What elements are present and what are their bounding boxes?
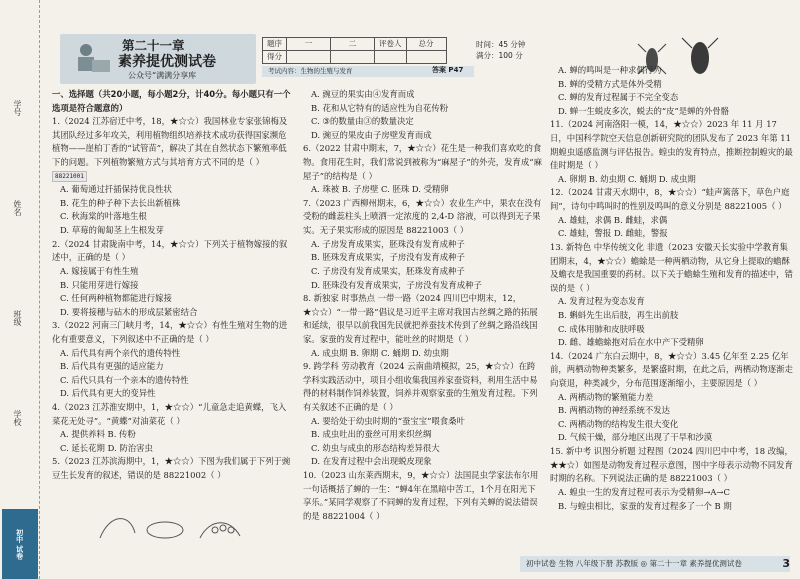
answer-option: A. 发育过程为变态发育 — [558, 296, 645, 307]
page-footer: 初中试卷 生物 八年级下册 苏教版 ◎ 第二十一章 素养提优测试卷 — [520, 556, 790, 572]
column-left — [52, 88, 292, 548]
score-cell[interactable] — [375, 51, 407, 64]
answer-option: A. 珠被 B. 子房壁 C. 胚珠 D. 受精卵 — [311, 184, 449, 195]
score-header: 一 — [287, 38, 331, 51]
answer-option: D. 豌豆的果皮由子房壁发育而成 — [311, 129, 432, 140]
score-cell[interactable] — [287, 51, 331, 64]
question-stem: 8. 新独家 时事热点 一带一路（2024 四川巴中期末，12，★☆☆）“一带一路”倡议是习近平主席对我国古丝绸之路的拓展和延续，很早以前我国先民就把养蚕技术传到了丝绸之路沿线国家。家蚕的发育过程中，能吐丝的时期是（ ） — [303, 293, 538, 344]
question-stem: 4.（2023 江苏淮安期中，1，★☆☆）“儿童急走追黄蝶，飞入菜花无处寻”。“黄蝶”对油菜花（ ） — [52, 402, 287, 426]
test-title: 素养提优测试卷 — [118, 54, 216, 70]
question-stem: 14.（2024 广东白云期中，8，★☆☆）3.45 亿年至 2.25 亿年前，两栖动物种类繁多，是繁盛时期，在此之后，两栖动物逐渐走向衰退，种类减少，分布范围逐渐缩小，主要原因是（ ） — [550, 350, 793, 389]
answer-option: D. 后代具有更大的变异性 — [60, 388, 156, 399]
answer-option: B. 花和从它特有的适应性为自花传粉 — [311, 102, 449, 113]
answer-option: C. 成体用肺和皮肤呼吸 — [558, 323, 645, 334]
margin-label: 学校 — [12, 410, 22, 426]
title-banner — [60, 34, 256, 84]
banner-subtitle: 公众号“满满分享库 — [128, 71, 197, 80]
answer-option: C. ③的数量由③的数量决定 — [311, 116, 414, 127]
question-stem: 2.（2024 甘肃陇南中考，14，★☆☆）下列关于植物嫁接的叙述中，正确的是（ ） — [52, 238, 288, 263]
score-table — [262, 37, 447, 64]
answer-option: D. 要将接穗与砧木的形成层紧密结合 — [60, 306, 198, 317]
margin-label: 班级 — [12, 310, 22, 326]
question-stem: 7.（2023 广西柳州期末，6，★☆☆）农业生产中，果农在没有受粉的雌蕊柱头上喷洒一定浓度的 2,4-D 溶液，可以得到无子果实。无子果实形成的原因是 88221003（ ） — [303, 197, 542, 236]
question-stem: 3.（2022 河南三门峡月考，14，★☆☆）有性生殖对生物的进化有重要意义，下列叙述中不正确的是（ ） — [52, 320, 288, 344]
pea-development-figure-icon — [90, 508, 260, 548]
answer-option: C. 雄蛙，警报 D. 雌蛙，警报 — [558, 228, 668, 239]
answer-option: A. 蝗虫一生的发育过程可表示为受精卵→A→C — [558, 486, 730, 497]
answer-option: A. 后代具有两个亲代的遗传特性 — [60, 347, 181, 358]
exam-meta — [476, 40, 525, 61]
score-header: 二 — [331, 38, 375, 51]
exam-content-stripe: 考试内容：生物的生殖与发育 — [262, 66, 474, 77]
answer-option: B. 后代具有更强的适应能力 — [60, 361, 164, 372]
question-stem: 1.（2024 江苏宿迁中考，18，★☆☆）我国林业专家张锦梅及其团队经过多年攻关，利用植物组织培养技术成功获得国家濒危植物——崖柏丁香的“试管苗”，解决了其在自然状态下繁殖率低下的问题。下列植物繁殖方式与其培育方式不同的是（ ） — [52, 116, 288, 168]
answer-option: C. 延长花期 D. 防治害虫 — [60, 442, 153, 453]
chapter-title: 第二十一章 — [122, 38, 185, 53]
margin-badge: 初中 试卷 — [2, 509, 38, 579]
answer-option: C. 幼虫与成虫的形态结构差异很大 — [311, 442, 440, 453]
question-stem: 11.（2024 河南洛阳一模，14，★☆☆）2023 年 11 月 17 日，中国科学院空天信息创新研究院的团队发布了 2023 年第 11 期蝗虫遥感监测与评估报告。蝗虫的发育特点，推断控制蝗灾的最佳时期是（ ） — [550, 119, 793, 171]
score-cell[interactable] — [406, 51, 446, 64]
answer-option: B. 成虫吐出的蚕丝可用来织丝绸 — [311, 429, 432, 440]
answer-option: C. 子房没有发育成果实，胚珠发育成种子 — [311, 265, 465, 276]
score-header: 总分 — [406, 38, 446, 51]
answer-ref: 答案 P47 — [432, 66, 464, 74]
answer-option: D. 气候干燥，部分地区出现了干旱和沙漠 — [558, 432, 713, 443]
question-stem: 9. 跨学科 劳动教育（2024 云南曲靖模拟，25，★☆☆）在跨学科实践活动中，项目小组收集我国养家蚕资料，利用生活中易得的材料制作饲养装置，饲养并观察家蚕的生殖发育过程。下列有关叙述不正确的是（ ） — [303, 361, 538, 413]
answer-option: B. 蝉的受精方式是体外受精 — [558, 78, 662, 89]
answer-option: D. 蝉一生蜕皮多次，蜕去的“皮”是蝉的外骨骼 — [558, 105, 730, 116]
answer-option: D. 雌、雄蟾蜍抱对后在水中产下受精卵 — [558, 337, 704, 348]
answer-option: C. 两栖动物的结构发生很大变化 — [558, 418, 679, 429]
answer-option: D. 胚珠没有发育成果实，子房没有发育成种子 — [311, 279, 482, 290]
section-heading: 一、选择题（共20小题，每小题2分，计40分。每小题只有一个选项是符合题意的） — [52, 89, 291, 113]
binding-margin — [0, 0, 40, 579]
reading-figure-icon — [66, 40, 116, 80]
answer-option: B. 两栖动物的神经系统不发达 — [558, 405, 670, 416]
answer-option: B. 蝌蚪先生出后肢，再生出前肢 — [558, 309, 679, 320]
answer-option: A. 葡萄通过扦插保持优良性状 — [60, 184, 172, 195]
question-stem: 13. 新特色 中华传统文化 非遗（2023 安徽天长实验中学教育集团期末，4，★☆☆）蟾蜍是一种两栖动物，从它身上提取的蟾酥及蟾衣是我国重要的药材。以下关于蟾蜍生殖和发育的描述中，错误的是（ ） — [550, 241, 793, 293]
full-score: 满分：100 分 — [476, 50, 523, 60]
answer-option: A. 成虫期 B. 卵期 C. 蛹期 D. 幼虫期 — [311, 347, 449, 358]
column-right — [550, 64, 794, 554]
answer-option: A. 嫁接属于有性生殖 — [60, 265, 139, 276]
page-number: 3 — [782, 557, 790, 570]
answer-option: C. 任何两种植物都能进行嫁接 — [60, 293, 172, 304]
score-cell[interactable] — [331, 51, 375, 64]
answer-option: B. 花生的种子种下去长出新植株 — [60, 197, 181, 208]
answer-option: C. 蝉的发育过程属于不完全变态 — [558, 92, 679, 103]
answer-option: A. 要给处于幼虫时期的“蚕宝宝”喂食桑叶 — [311, 415, 465, 426]
question-stem: 15. 新中考 识图分析题 过程图（2024 四川巴中中考，18 改编，★★☆）如图是动物发育过程示意图，图中字母表示动物不同发育时期的名称。下列说法正确的是 88221003（ ） — [550, 446, 793, 484]
answer-option: A. 提供养料 B. 传粉 — [60, 429, 136, 440]
answer-option: A. 卵期 B. 幼虫期 C. 蛹期 D. 成虫期 — [558, 173, 696, 184]
answer-option: B. 只能用芽进行嫁接 — [60, 279, 139, 290]
answer-option: C. 秋海棠的叶落地生根 — [60, 211, 147, 222]
question-stem: 12.（2024 甘肃天水期中，8，★☆☆）“蛙声篱落下，草色户庭间”，诗句中鸣叫时的性别及鸣叫的意义分别是 88221005（ ） — [550, 187, 790, 212]
question-stem: 5.（2023 江苏滨海期中，1，★☆☆）下图为我们属于下列于豌豆生长发育的叙述，错误的是 88221002（ ） — [52, 456, 291, 481]
answer-option: B. 与蝗虫相比，家蚕的发育过程多了一个 B 期 — [558, 500, 732, 511]
answer-option: A. 豌豆的果实由④发育而成 — [311, 89, 415, 99]
score-header: 题序 — [263, 38, 287, 51]
answer-option: B. 胚珠发育成果实，子房没有发育成种子 — [311, 252, 465, 263]
answer-option: A. 雄蛙，求偶 B. 雌蛙，求偶 — [558, 214, 668, 225]
score-header: 评卷人 — [375, 38, 407, 51]
time-limit: 时间：45 分钟 — [476, 40, 526, 49]
question-stem: 10.（2023 山东莱西期末，9，★☆☆）法国昆虫学家法布尔用一句话概括了蝉的一生：“蝉4年在黑暗中苦工，1个月在阳光下享乐。”某同学观察了不同蝉的发育过程，下列有关蝉的说法错误的是 88221004（ ） — [303, 470, 539, 521]
answer-option: A. 两栖动物的繁殖能力差 — [558, 391, 654, 402]
score-label: 得分 — [263, 51, 287, 64]
question-code: 88221001 — [52, 171, 87, 182]
answer-option: D. 在发育过程中会出现蜕皮现象 — [311, 456, 432, 467]
margin-label: 学号 — [12, 100, 22, 116]
answer-option: A. 子房发育成果实，胚珠没有发育成种子 — [311, 238, 465, 249]
question-stem: 6.（2022 甘肃中期末，7，★☆☆）花生是一种我们喜欢吃的食物。食用花生时，我们常说到被称为“麻屋子”的外壳，发育成“麻屋子”的结构是（ ） — [303, 143, 542, 181]
answer-option: D. 草莓的匍匐茎上生根发芽 — [60, 225, 164, 236]
answer-option: C. 后代只具有一个亲本的遗传特性 — [60, 374, 189, 385]
margin-label: 姓名 — [12, 200, 22, 216]
column-middle — [303, 88, 543, 548]
answer-option: A. 蝉的鸣叫是一种求偶行为 — [558, 65, 662, 75]
